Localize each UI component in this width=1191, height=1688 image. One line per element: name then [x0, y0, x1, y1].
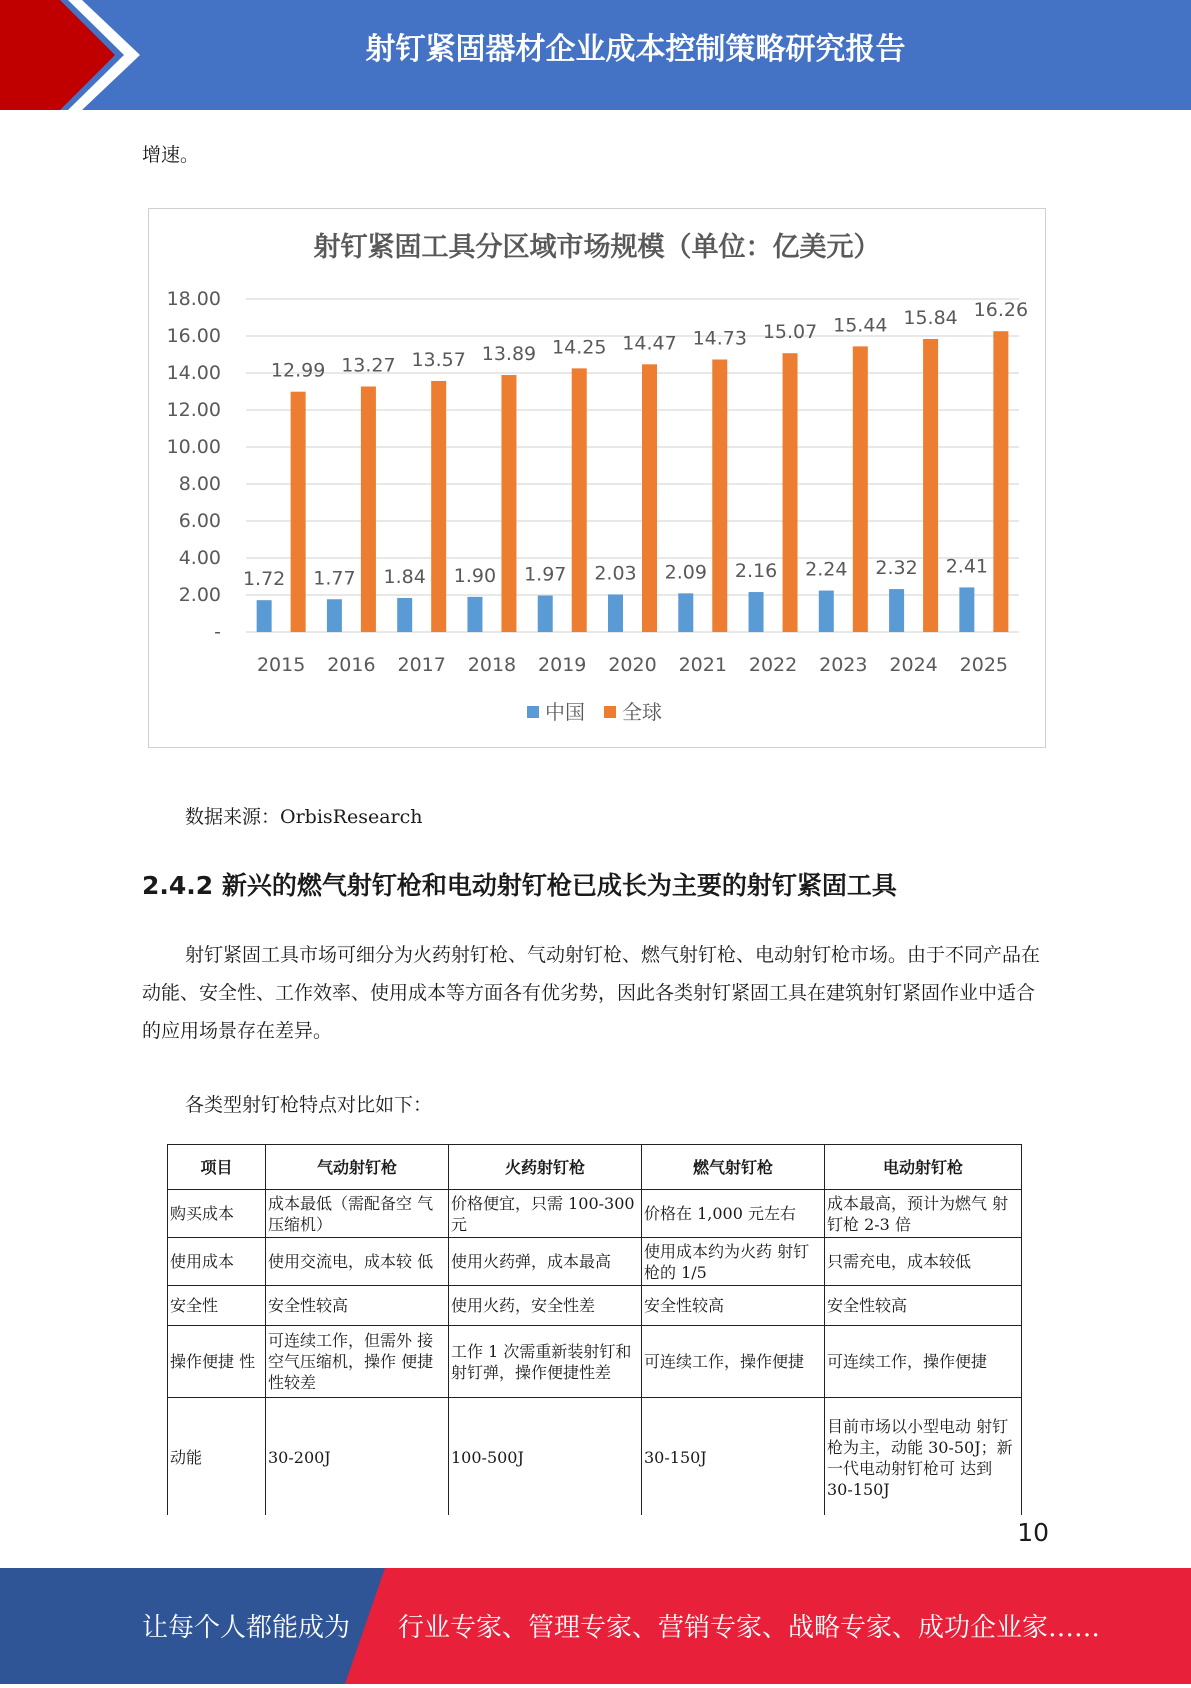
table-cell: 安全性较高	[825, 1286, 1022, 1326]
data-label: 13.57	[411, 348, 466, 371]
body-paragraph: 射钉紧固工具市场可细分为火药射钉枪、气动射钉枪、燃气射钉枪、电动射钉枪市场。由于不同产品在动能、安全性、工作效率、使用成本等方面各有优劣势，因此各类射钉紧固工具在建筑射钉紧固作业中适合的应用场景存在差异。	[142, 944, 1041, 1042]
footer-slogan-right: 行业专家、管理专家、营销专家、战略专家、成功企业家……	[398, 1613, 1101, 1643]
table-cell: 使用火药，安全性差	[449, 1286, 642, 1326]
table-cell: 使用交流电，成本较 低	[266, 1238, 449, 1286]
table-cell: 操作便捷 性	[168, 1326, 266, 1398]
table-cell: 30-150J	[642, 1398, 825, 1516]
table-intro: 各类型射钉枪特点对比如下：	[185, 1094, 433, 1116]
table-row	[168, 1398, 1022, 1516]
bar-china	[678, 593, 693, 632]
data-label: 2.16	[734, 560, 778, 583]
x-tick-label: 2022	[748, 654, 798, 676]
page-header	[0, 0, 1191, 110]
table-cell: 30-200J	[266, 1398, 449, 1516]
bar-global	[853, 346, 868, 632]
top-text: 增速。	[142, 144, 200, 166]
y-tick-label: 8.00	[178, 473, 221, 495]
table-cell: 安全性	[168, 1286, 266, 1326]
bar-china	[257, 600, 272, 632]
y-tick-label: 14.00	[166, 362, 221, 384]
data-label: 12.99	[270, 359, 326, 382]
section-heading: 2.4.2 新兴的燃气射钉枪和电动射钉枪已成长为主要的射钉紧固工具	[142, 871, 897, 900]
header-cell: 项目	[168, 1145, 266, 1190]
report-title: 射钉紧固器材企业成本控制策略研究报告	[365, 32, 906, 67]
bar-global	[501, 375, 516, 632]
y-tick-label: 10.00	[166, 436, 221, 458]
bar-china	[538, 596, 553, 632]
x-tick-label: 2017	[397, 654, 446, 676]
data-label: 13.27	[341, 354, 396, 377]
table-row	[168, 1238, 1022, 1286]
bar-global	[712, 359, 727, 632]
x-tick-label: 2016	[327, 654, 376, 676]
legend-swatch	[527, 706, 539, 718]
y-tick-label: 18.00	[166, 288, 221, 310]
page-number: 10	[1017, 1518, 1049, 1547]
data-label: 1.97	[524, 563, 567, 586]
header-cell: 电动射钉枪	[825, 1145, 1022, 1190]
table-row	[168, 1286, 1022, 1326]
bar-china	[608, 594, 623, 632]
chart-title: 射钉紧固工具分区域市场规模（单位：亿美元）	[313, 232, 881, 263]
bar-china	[397, 598, 412, 632]
bar-china	[889, 589, 904, 632]
table-cell: 动能	[168, 1398, 266, 1516]
table-cell: 安全性较高	[266, 1286, 449, 1326]
table-cell: 可连续工作，操作便捷	[642, 1326, 825, 1398]
data-label: 2.03	[594, 562, 637, 585]
table-cell: 可连续工作，但需外 接空气压缩机，操作 便捷性较差	[266, 1326, 449, 1398]
bar-china	[959, 587, 974, 632]
header-cell: 火药射钉枪	[449, 1145, 642, 1190]
bar-global	[431, 381, 446, 632]
y-tick-label: 2.00	[178, 584, 221, 606]
data-label: 2.24	[805, 558, 848, 581]
x-tick-label: 2024	[889, 654, 938, 676]
bar-global	[361, 387, 376, 632]
chart-canvas	[149, 209, 1045, 747]
data-label: 2.41	[945, 555, 989, 578]
legend-label: 中国	[545, 700, 585, 724]
y-tick-label: 16.00	[166, 325, 221, 347]
bar-chart	[148, 208, 1046, 748]
x-tick-label: 2023	[819, 654, 868, 676]
data-label: 15.44	[833, 314, 888, 337]
x-tick-label: 2018	[467, 654, 517, 676]
data-label: 2.32	[875, 557, 918, 580]
data-source: 数据来源：OrbisResearch	[185, 806, 423, 828]
x-tick-label: 2019	[538, 654, 587, 676]
page-footer	[0, 1568, 1191, 1684]
data-label: 13.89	[481, 343, 537, 366]
data-label: 2.09	[664, 561, 707, 584]
x-tick-label: 2020	[608, 654, 657, 676]
table-cell: 使用成本	[168, 1238, 266, 1286]
bar-china	[749, 592, 764, 632]
y-tick-label: 6.00	[178, 510, 221, 532]
table-cell: 使用火药弹，成本最高	[449, 1238, 642, 1286]
data-label: 1.90	[453, 564, 497, 587]
table-cell: 价格便宜，只需 100-300 元	[449, 1190, 642, 1238]
table-cell: 100-500J	[449, 1398, 642, 1516]
header-cell: 气动射钉枪	[266, 1145, 449, 1190]
table-row	[168, 1190, 1022, 1238]
data-label: 1.84	[383, 565, 426, 588]
data-label: 1.72	[242, 568, 286, 591]
table-cell: 购买成本	[168, 1190, 266, 1238]
bar-global	[572, 368, 587, 632]
table-cell: 安全性较高	[642, 1286, 825, 1326]
bar-china	[327, 599, 342, 632]
y-tick-label: -	[214, 621, 221, 643]
legend-swatch	[604, 706, 616, 718]
table-cell: 成本最低（需配备空 气压缩机）	[266, 1190, 449, 1238]
data-label: 15.84	[903, 306, 958, 329]
table-row	[168, 1326, 1022, 1398]
table-cell: 使用成本约为火药 射钉枪的 1/5	[642, 1238, 825, 1286]
x-tick-label: 2025	[959, 654, 1009, 676]
x-tick-label: 2015	[256, 654, 306, 676]
table-cell: 成本最高，预计为燃气 射钉枪 2-3 倍	[825, 1190, 1022, 1238]
comparison-table-container	[160, 1140, 1040, 1515]
data-label: 14.73	[692, 327, 747, 350]
y-tick-label: 4.00	[178, 547, 221, 569]
data-label: 15.07	[762, 321, 818, 344]
bar-china	[467, 597, 482, 632]
footer-slogan-left: 让每个人都能成为	[142, 1613, 351, 1643]
comparison-table	[167, 1144, 1022, 1515]
bar-global	[923, 339, 938, 632]
table-cell: 工作 1 次需重新装射钉和射钉弹，操作便捷性差	[449, 1326, 642, 1398]
bar-global	[783, 353, 798, 632]
x-tick-label: 2021	[678, 654, 727, 676]
table-cell: 价格在 1,000 元左右	[642, 1190, 825, 1238]
table-cell: 可连续工作，操作便捷	[825, 1326, 1022, 1398]
data-label: 14.25	[552, 336, 607, 359]
table-cell: 只需充电，成本较低	[825, 1238, 1022, 1286]
bar-china	[819, 591, 834, 632]
bar-global	[291, 392, 306, 632]
y-tick-label: 12.00	[166, 399, 221, 421]
table-header-row	[168, 1145, 1022, 1190]
bar-global	[993, 331, 1008, 632]
table-cell: 目前市场以小型电动 射钉枪为主，动能 30-50J；新一代电动射钉枪可 达到 30-150J	[825, 1398, 1022, 1516]
header-cell: 燃气射钉枪	[642, 1145, 825, 1190]
data-label: 16.26	[973, 299, 1029, 322]
legend-label: 全球	[622, 700, 662, 724]
bar-global	[642, 364, 657, 632]
data-label: 1.77	[313, 567, 356, 590]
data-label: 14.47	[622, 332, 677, 355]
